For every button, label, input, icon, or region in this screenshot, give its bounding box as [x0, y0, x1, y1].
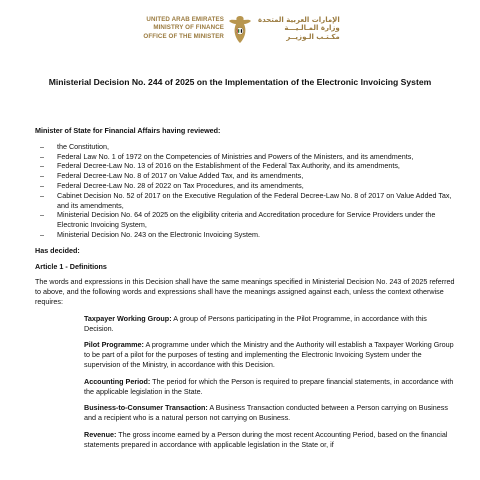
definition-item: [35, 314, 455, 334]
document-body: [35, 126, 455, 450]
list-dash: –: [40, 171, 44, 181]
definition-item: [35, 430, 455, 450]
definition-text: The gross income earned by a Person during the most recent Accounting Period, based on the financial statements prepared in accordance with applicable legislation in the State or, if: [84, 429, 448, 449]
article-intro: The words and expressions in this Decision shall have the same meanings specified in Ministerial Decision No. 243 of 2025 referred to above, and the following words and expressions shall have the meanings assigned against each, unless the context otherwise requires:: [35, 277, 455, 306]
list-item-text: Federal Decree-Law No. 8 of 2017 on Value Added Tax, and its amendments,: [57, 171, 304, 181]
list-item: [35, 142, 455, 152]
decided-heading: Has decided:: [35, 245, 80, 255]
definition-item: [35, 403, 455, 423]
list-item: [35, 191, 455, 211]
list-dash: –: [40, 161, 44, 171]
list-dash: –: [40, 210, 44, 220]
list-dash: –: [40, 229, 44, 239]
letterhead-ar-line: الإمارات العربية المتحدة: [258, 16, 340, 24]
list-item-text: Federal Decree-Law No. 13 of 2016 on the Establishment of the Federal Tax Authority, and its amendments,: [57, 161, 400, 171]
list-dash: –: [40, 141, 44, 151]
letterhead-english: [143, 16, 224, 41]
decision-title: Ministerial Decision No. 244 of 2025 on the Implementation of the Electronic Invoicing System: [48, 77, 432, 87]
letterhead-arabic: [258, 16, 340, 41]
list-item: [35, 181, 455, 191]
definition-text: A Business Transaction conducted between a Person carrying on Business and a recipient who is a natural person not carrying on Business.: [84, 403, 448, 423]
definition-term: Business-to-Consumer Transaction:: [84, 403, 208, 413]
definition-term: Pilot Programme:: [84, 340, 144, 350]
reviewed-list: [35, 142, 455, 240]
reviewed-heading: Minister of State for Financial Affairs having reviewed:: [35, 126, 221, 135]
definition-term: Accounting Period:: [84, 376, 151, 386]
list-item-text: Ministerial Decision No. 243 on the Electronic Invoicing System.: [57, 229, 260, 239]
list-dash: –: [40, 151, 44, 161]
list-item-text: Ministerial Decision No. 64 of 2025 on the eligibility criteria and Accreditation procedure for Service Providers under the Electronic Invoicing System,: [57, 210, 436, 230]
list-item: [35, 161, 455, 171]
list-item: [35, 171, 455, 181]
article-heading: Article 1 - Definitions: [35, 261, 107, 271]
letterhead-en-line: OFFICE OF THE MINISTER: [143, 32, 224, 40]
definition-term: Taxpayer Working Group:: [84, 313, 172, 323]
list-item-text: Federal Decree-Law No. 28 of 2022 on Tax Procedures, and its amendments,: [57, 180, 304, 190]
uae-falcon-emblem-icon: [228, 14, 252, 44]
definition-item: [35, 377, 455, 397]
list-item-text: Cabinet Decision No. 52 of 2017 on the Executive Regulation of the Federal Decree-Law No. 8 of 2017 on Value Added Tax, and its amendments,: [57, 190, 452, 210]
letterhead-en-line: MINISTRY OF FINANCE: [153, 24, 224, 32]
list-item: [35, 152, 455, 162]
letterhead-ar-line: مكـتـب الـوزيــر: [286, 32, 340, 41]
letterhead: [0, 14, 480, 60]
list-item: [35, 210, 455, 230]
definition-text: A programme under which the Ministry and the Authority will establish a Taxpayer Working Group to be part of a pilot for the purposes of testing and implementing the Electronic Invoicing System under the supervision of the Ministry, in accordance with this Decision.: [84, 340, 454, 369]
letterhead-ar-line: وزارة المـالـيـــة: [284, 24, 340, 33]
list-dash: –: [40, 190, 44, 200]
list-item-text: the Constitution,: [57, 141, 109, 151]
definition-text: The period for which the Person is required to prepare financial statements, in accordance with the applicable legislation in the State.: [84, 376, 454, 396]
list-item-text: Federal Law No. 1 of 1972 on the Competencies of Ministries and Powers of the Ministers, and its amendments,: [57, 151, 414, 161]
list-item: [35, 230, 455, 240]
list-dash: –: [40, 180, 44, 190]
definition-item: [35, 340, 455, 369]
letterhead-en-line: UNITED ARAB EMIRATES: [146, 16, 224, 23]
definition-term: Revenue:: [84, 429, 117, 439]
definition-text: A group of Persons participating in the Pilot Programme, in accordance with this Decision.: [84, 313, 427, 333]
